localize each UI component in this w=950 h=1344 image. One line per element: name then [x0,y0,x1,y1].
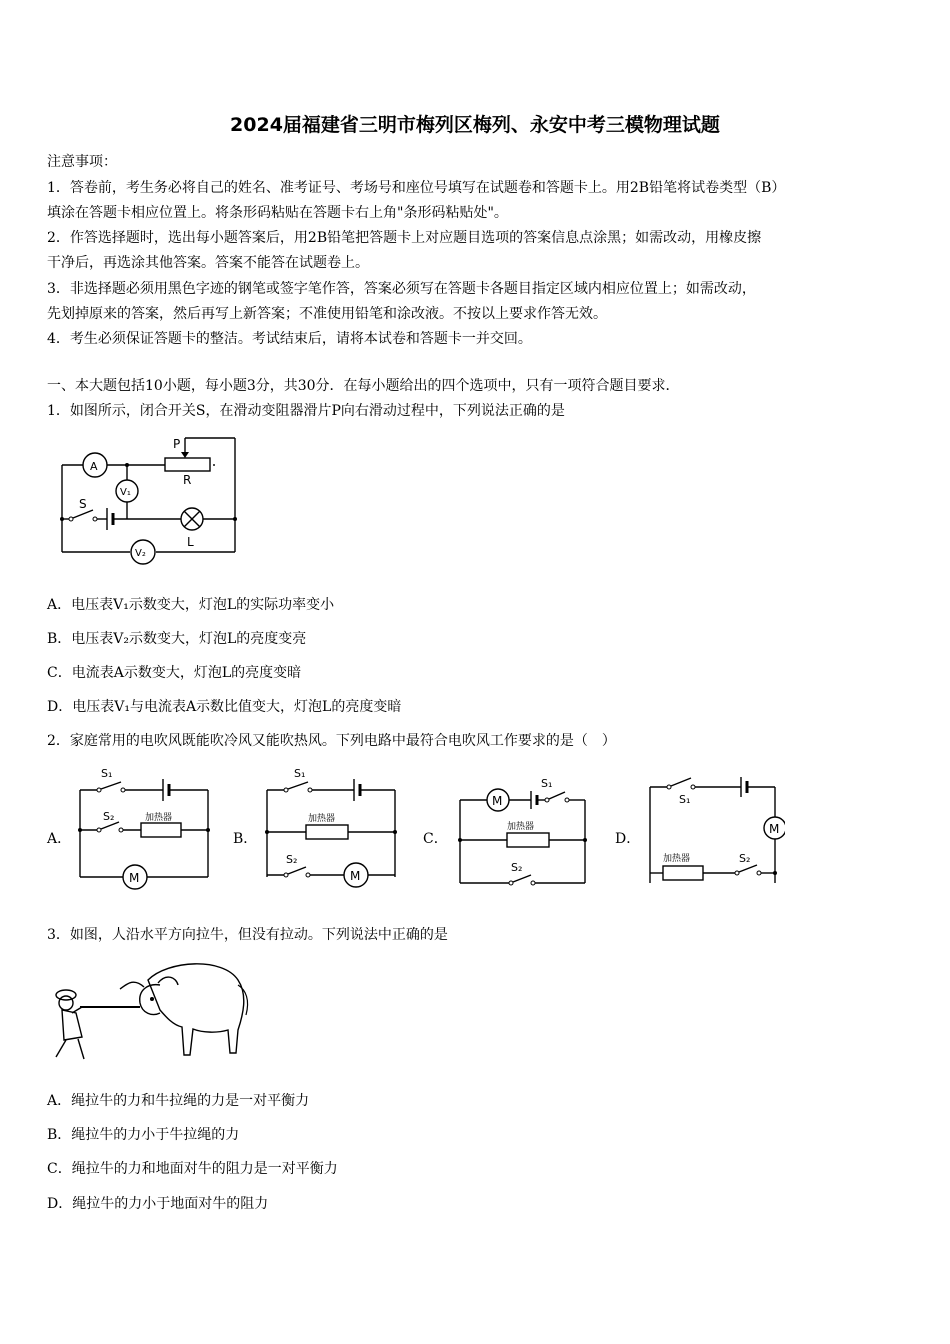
ox-head [140,985,160,1015]
man-leg [56,1040,66,1057]
q1-circuit-figure [55,430,245,572]
notice-heading: 注意事项： [47,154,117,170]
label-R: R [183,473,192,487]
q1-option-a: A．电压表V₁示数变大，灯泡L的实际功率变小 [47,597,335,613]
svg-text:S₂: S₂ [286,853,298,866]
svg-text:M: M [492,794,503,808]
section-heading: 一、本大题包括10小题，每小题3分，共30分．在每小题给出的四个选项中，只有一项符合题目要求． [47,378,680,394]
slider-arrow [181,452,189,458]
q2-circuit-d [645,765,785,895]
svg-text:M: M [350,869,361,883]
label-L: L [187,535,194,549]
q3-option-b: B．绳拉牛的力小于牛拉绳的力 [47,1127,240,1143]
q1-option-b: B．电压表V₂示数变大，灯泡L的亮度变亮 [47,631,307,647]
man-arm [72,1007,82,1013]
man-hat [56,990,76,1000]
q1-option-d: D．电压表V₁与电流表A示数比值变大，灯泡L的亮度变暗 [47,699,402,715]
q2-option-c: C． [423,831,448,847]
q1-option-c: C．电流表A示数变大，灯泡L的亮度变暗 [47,665,302,681]
svg-text:M: M [769,822,780,836]
question-3-stem: 3．如图，人沿水平方向拉牛，但没有拉动。下列说法中正确的是 [47,927,448,943]
ox-horn [158,977,178,985]
svg-text:S₁: S₁ [101,767,113,780]
junction [233,517,237,521]
switch-lever [73,510,93,518]
notice-line: 干净后，再选涂其他答案。答案不能答在试题卷上。 [47,255,369,271]
q2-circuit-a [75,765,215,895]
svg-text:S₂: S₂ [511,861,523,874]
svg-text:加热器: 加热器 [308,814,336,824]
q3-option-d: D．绳拉牛的力小于地面对牛的阻力 [47,1196,269,1212]
svg-text:M: M [129,871,140,885]
q3-option-a: A．绳拉牛的力和牛拉绳的力是一对平衡力 [47,1093,310,1109]
q2-option-b: B． [233,831,258,847]
svg-text:S₁: S₁ [294,767,306,780]
ox-horn [120,982,144,989]
svg-text:S₂: S₂ [103,810,115,823]
notice-line: 先划掉原来的答案，然后再写上新答案；不准使用铅笔和涂改液。不按以上要求作答无效。 [47,306,607,322]
notice-line: 4．考生必须保证答题卡的整洁。考试结束后，请将本试卷和答题卡一并交回。 [47,331,532,347]
switch-contact [69,517,73,521]
q3-option-c: C．绳拉牛的力和地面对牛的阻力是一对平衡力 [47,1161,338,1177]
switch-contact [93,517,97,521]
rheostat [165,458,210,471]
label-V1: V₁ [120,487,131,498]
ox-body [148,964,244,1055]
svg-text:加热器: 加热器 [663,854,691,864]
label-P: P [173,437,181,451]
q3-man-pulling-ox-illustration [48,955,253,1075]
q2-circuit-c [455,765,595,895]
page-title: 2024届福建省三明市梅列区梅列、永安中考三模物理试题 [230,114,720,136]
junction [125,463,129,467]
svg-text:S₂: S₂ [739,852,751,865]
svg-text:加热器: 加热器 [145,813,173,823]
label-A: A [90,460,98,473]
ox-eye [150,997,154,1001]
q2-option-d: D． [615,831,641,847]
q2-option-a: A． [47,831,72,847]
notice-line: 填涂在答题卡相应位置上。将条形码粘贴在答题卡右上角"条形码粘贴处"。 [47,205,508,221]
man-head [59,996,73,1010]
man-leg [78,1039,84,1059]
label-S: S [79,497,87,511]
svg-text:S₁: S₁ [679,793,691,806]
question-1-stem: 1．如图所示，闭合开关S，在滑动变阻器滑片P向右滑动过程中，下列说法正确的是 [47,403,565,419]
question-2-stem: 2．家庭常用的电吹风既能吹冷风又能吹热风。下列电路中最符合电吹风工作要求的是（ ） [47,733,616,749]
notice-line: 3．非选择题必须用黑色字迹的钢笔或签字笔作答，答案必须写在答题卡各题目指定区域内相应位置上；如需改动， [47,281,756,297]
svg-text:加热器: 加热器 [507,822,535,832]
notice-line: 2．作答选择题时，选出每小题答案后，用2B铅笔把答题卡上对应题目选项的答案信息点涂黑；如需改动，用橡皮擦 [47,230,762,246]
notice-line: 1．答卷前，考生务必将自己的姓名、准考证号、考场号和座位号填写在试题卷和答题卡上。用2B铅笔将试卷类型（B） [47,180,786,196]
junction [60,517,64,521]
q2-circuit-b [262,765,402,895]
svg-text:S₁: S₁ [541,777,553,790]
label-V2: V₂ [135,548,146,559]
man-body [62,1010,82,1040]
